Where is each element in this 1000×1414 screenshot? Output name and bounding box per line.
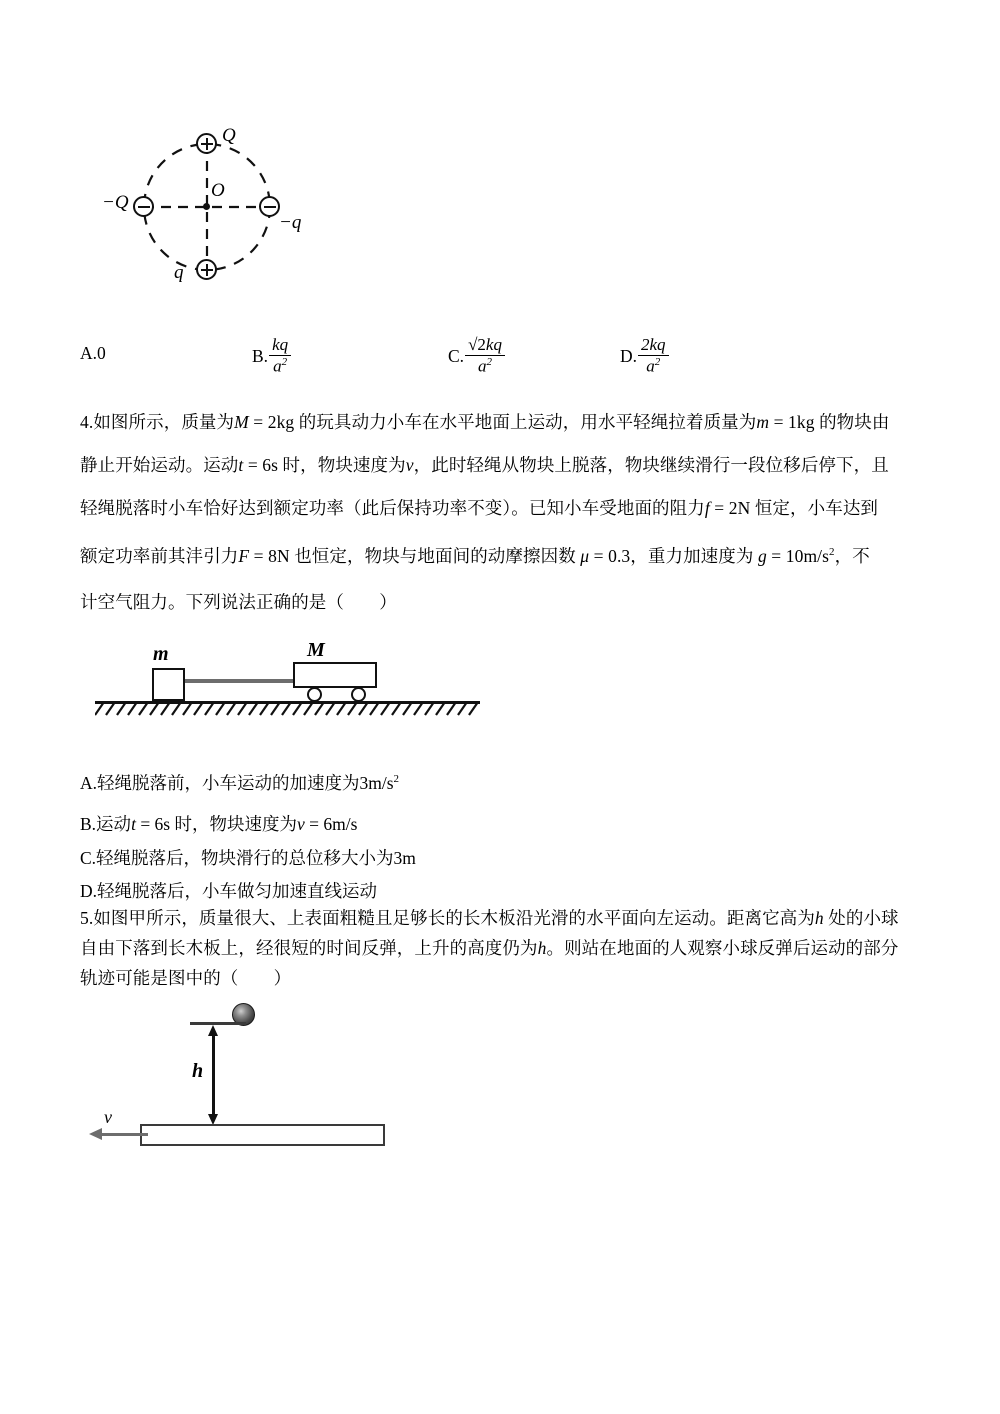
q3-option-d[interactable]	[620, 336, 670, 375]
cart-M-body	[293, 662, 377, 688]
q4-opt-b-t: t	[131, 814, 136, 834]
q5-line-3: 轨迹可能是图中的（ ）	[80, 968, 292, 988]
q4-l2-v: v	[405, 455, 414, 475]
q4-l4-g: g	[757, 546, 767, 566]
center-point-dot	[203, 203, 210, 210]
q4-line-4	[80, 546, 870, 567]
rope-connector	[185, 679, 295, 683]
q3-option-a[interactable]: A.0	[80, 343, 106, 363]
q3-d-den-exp: 2	[654, 355, 661, 368]
block-m-shape	[152, 668, 185, 701]
q4-l2-a: 静止开始运动。运动	[80, 455, 239, 475]
q4-opt-b-c: 时，物块速度为	[170, 814, 297, 834]
q4-l2-t: t	[238, 455, 244, 475]
long-board-shape	[140, 1124, 385, 1146]
q4-l1-d: = 1kg	[769, 412, 815, 432]
label-velocity-v: v	[104, 1107, 112, 1127]
q3-option-b-numerator: kq	[269, 336, 291, 356]
q4-l4-e: ，重力加速度为	[630, 546, 758, 566]
q5-l1-a: 5.如图甲所示，质量很大、上表面粗糙且足够长的长木板沿光滑的水平面向左运动。距离它高为	[80, 908, 815, 928]
q4-l1-c: 的玩具动力小车在水平地面上运动，用水平轻绳拉着质量为	[294, 412, 757, 432]
q3-d-den-base: a	[646, 356, 655, 376]
q3-c-radical: √2	[468, 335, 486, 354]
charge-bottom-positive-icon	[196, 259, 217, 280]
label-charge-bottom: q	[174, 262, 184, 283]
q4-l4-a: 额定功率前其沣引力	[80, 546, 239, 566]
q5-line-1	[80, 908, 899, 929]
q3-b-den-exp: 2	[281, 355, 288, 368]
q4-l4-c: 也恒定，物块与地面间的动摩擦因数	[289, 546, 581, 566]
q4-opt-b-b: = 6s	[135, 814, 171, 834]
cart-wheel-front-icon	[307, 687, 322, 702]
q4-l2-b: = 6s	[243, 455, 279, 475]
release-shelf-line	[190, 1022, 246, 1025]
q4-l2-c: 时，物块速度为	[278, 455, 406, 475]
charge-left-negative-icon	[133, 196, 154, 217]
q5-l2-a: 自由下落到长木板上，经很短的时间反弹，上升的高度仍为	[80, 938, 538, 958]
q4-l1-b: = 2kg	[248, 412, 295, 432]
q4-l1-a: 4.如图所示，质量为	[80, 412, 235, 432]
q4-l3-c: 恒定，小车达到	[750, 498, 879, 518]
q3-option-b-prefix: B.	[252, 345, 269, 366]
q4-l4-d: = 0.3	[589, 546, 631, 566]
q3-option-c-denominator	[465, 356, 505, 376]
charge-top-positive-icon	[196, 133, 217, 154]
q3-option-c-prefix: C.	[448, 345, 465, 366]
q5-l1-b: 处的小球	[823, 908, 899, 928]
ground-hatching	[95, 702, 495, 724]
label-center-O: O	[211, 180, 225, 201]
q4-l1-m: m	[756, 412, 770, 432]
q3-c-den-exp: 2	[486, 355, 492, 368]
q3-option-b-fraction	[269, 336, 291, 375]
figure-block-and-cart	[85, 635, 505, 730]
q3-option-c-fraction	[465, 336, 505, 375]
q5-line-2	[80, 938, 898, 959]
q4-l3-f: f	[704, 498, 710, 518]
q4-l4-exp: 2	[829, 546, 835, 559]
charge-right-negative-icon	[259, 196, 280, 217]
q4-option-d[interactable]: D.轻绳脱落后，小车做匀加速直线运动	[80, 881, 378, 901]
figure-ball-and-board	[80, 995, 410, 1155]
q4-l4-g2: ，不	[834, 546, 870, 566]
q4-option-b[interactable]	[80, 811, 357, 836]
q3-option-c[interactable]	[448, 336, 506, 375]
q3-option-d-prefix: D.	[620, 345, 638, 366]
q4-line-5: 计空气阻力。下列说法正确的是（ ）	[80, 592, 397, 612]
q4-opt-b-a: B.运动	[80, 814, 132, 834]
q4-l3-a: 轻绳脱落时小车恰好达到额定功率（此后保持功率不变）。已知小车受地面的阻力	[80, 498, 705, 518]
label-height-h: h	[192, 1060, 204, 1082]
label-charge-top: Q	[222, 125, 236, 146]
height-arrow-shaft	[212, 1031, 214, 1115]
q4-opt-b-d: = 6m/s	[304, 814, 358, 834]
q4-opt-a-exp: 2	[393, 773, 400, 786]
velocity-arrow-head	[89, 1128, 102, 1140]
q4-l4-mu: μ	[580, 546, 590, 566]
q4-option-a[interactable]	[80, 770, 399, 795]
q4-opt-a-text: A.轻绳脱落前，小车运动的加速度为3m/s	[80, 773, 394, 793]
q3-option-d-fraction	[638, 336, 669, 375]
q4-l4-f2: = 10m/s	[766, 546, 830, 566]
q4-line-3	[80, 498, 878, 519]
label-charge-left: −Q	[102, 192, 129, 213]
q3-b-den-base: a	[273, 356, 282, 376]
cart-wheel-rear-icon	[351, 687, 366, 702]
q4-opt-b-v: v	[297, 814, 305, 834]
q3-c-den-base: a	[478, 356, 487, 376]
figure-label-m: m	[153, 643, 169, 665]
q3-option-b[interactable]	[252, 336, 292, 375]
q4-line-2	[80, 455, 889, 476]
q4-option-c[interactable]: C.轻绳脱落后，物块滑行的总位移大小为3m	[80, 848, 416, 868]
q5-l1-h: h	[814, 908, 824, 928]
q3-option-d-numerator: 2kq	[638, 336, 669, 356]
velocity-arrow-shaft	[102, 1133, 148, 1136]
q3-c-num-rest: kq	[485, 335, 502, 354]
q3-option-c-numerator	[465, 336, 505, 356]
q3-option-d-denominator	[638, 356, 669, 376]
q4-l1-e: 的物块由	[814, 412, 890, 432]
q4-line-1	[80, 412, 889, 433]
q4-l4-b: = 8N	[249, 546, 290, 566]
q4-l1-M: M	[234, 412, 249, 432]
figure-label-M: M	[307, 639, 325, 661]
label-charge-right: −q	[279, 212, 302, 233]
q4-l2-d: ，此时轻绳从物块上脱落，物块继续滑行一段位移后停下，且	[413, 455, 889, 475]
q4-l3-b: = 2N	[709, 498, 751, 518]
figure-charge-circle	[78, 100, 408, 315]
q4-l4-F: F	[238, 546, 250, 566]
q5-l2-h: h	[537, 938, 547, 958]
q3-option-b-denominator	[269, 356, 291, 376]
q5-l2-b: 。则站在地面的人观察小球反弹后运动的部分	[546, 938, 899, 958]
